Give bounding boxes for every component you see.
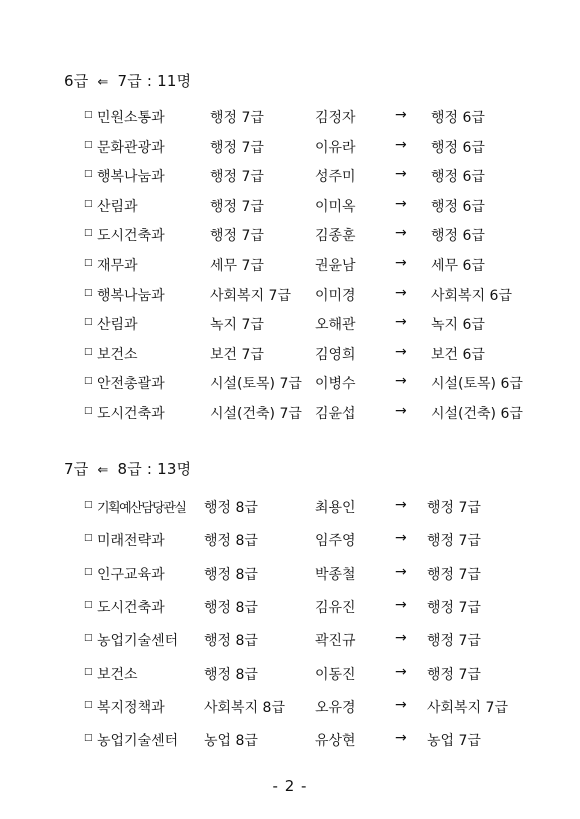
current-grade: 행정 7급 bbox=[210, 110, 264, 126]
target-grade: 6급 bbox=[64, 72, 89, 90]
employee-name: 성주미 bbox=[315, 169, 356, 185]
current-grade: 시설(건축) 7급 bbox=[210, 406, 302, 422]
bullet-icon: □ bbox=[84, 376, 93, 386]
new-grade: 행정 7급 bbox=[427, 533, 481, 549]
new-grade: 세무 6급 bbox=[431, 258, 485, 274]
current-grade: 행정 7급 bbox=[210, 199, 264, 215]
department: 도시건축과 bbox=[97, 406, 165, 422]
department: 보건소 bbox=[97, 347, 138, 363]
bullet-icon: □ bbox=[84, 567, 93, 577]
arrow-icon: → bbox=[395, 344, 407, 360]
arrow-icon: → bbox=[395, 403, 407, 419]
new-grade: 시설(토목) 6급 bbox=[431, 376, 523, 392]
bullet-icon: □ bbox=[84, 733, 93, 743]
arrow-icon: → bbox=[395, 285, 407, 301]
new-grade: 행정 6급 bbox=[431, 140, 485, 156]
current-grade: 사회복지 8급 bbox=[204, 700, 285, 716]
new-grade: 행정 6급 bbox=[431, 169, 485, 185]
current-grade: 보건 7급 bbox=[210, 347, 264, 363]
bullet-icon: □ bbox=[84, 347, 93, 357]
department: 산림과 bbox=[97, 199, 138, 215]
employee-name: 권윤남 bbox=[315, 258, 356, 274]
bullet-icon: □ bbox=[84, 633, 93, 643]
list-item bbox=[0, 564, 580, 586]
list-item bbox=[0, 137, 580, 159]
arrow-icon: → bbox=[395, 730, 407, 746]
arrow-icon: → bbox=[395, 564, 407, 580]
list-item bbox=[0, 730, 580, 752]
current-grade: 농업 8급 bbox=[204, 733, 258, 749]
employee-name: 유상현 bbox=[315, 733, 356, 749]
department: 농업기술센터 bbox=[97, 733, 179, 749]
arrow-icon: → bbox=[395, 497, 407, 513]
department: 인구교육과 bbox=[97, 567, 165, 583]
department: 보건소 bbox=[97, 667, 138, 683]
bullet-icon: □ bbox=[84, 169, 93, 179]
separator: : bbox=[146, 72, 153, 90]
arrow-icon: → bbox=[395, 107, 407, 123]
current-grade: 행정 8급 bbox=[204, 567, 258, 583]
list-item bbox=[0, 530, 580, 552]
bullet-icon: □ bbox=[84, 533, 93, 543]
list-item bbox=[0, 344, 580, 366]
employee-name: 임주영 bbox=[315, 533, 356, 549]
list-item bbox=[0, 373, 580, 395]
new-grade: 행정 7급 bbox=[427, 500, 481, 516]
bullet-icon: □ bbox=[84, 500, 93, 510]
department: 기획예산담당관실 bbox=[97, 501, 186, 516]
employee-name: 오해관 bbox=[315, 317, 356, 333]
promotion-count: 13명 bbox=[157, 460, 192, 478]
current-grade: 행정 7급 bbox=[210, 228, 264, 244]
new-grade: 행정 6급 bbox=[431, 110, 485, 126]
current-grade: 행정 7급 bbox=[210, 169, 264, 185]
department: 민원소통과 bbox=[97, 110, 165, 126]
department: 복지정책과 bbox=[97, 700, 165, 716]
current-grade: 세무 7급 bbox=[210, 258, 264, 274]
bullet-icon: □ bbox=[84, 600, 93, 610]
arrow-icon: → bbox=[395, 137, 407, 153]
new-grade: 농업 7급 bbox=[427, 733, 481, 749]
employee-name: 곽진규 bbox=[315, 633, 356, 649]
current-grade: 녹지 7급 bbox=[210, 317, 264, 333]
department: 도시건축과 bbox=[97, 600, 165, 616]
arrow-icon: → bbox=[395, 630, 407, 646]
list-item bbox=[0, 255, 580, 277]
current-grade: 행정 7급 bbox=[210, 140, 264, 156]
list-item bbox=[0, 630, 580, 652]
target-grade: 7급 bbox=[64, 460, 89, 478]
new-grade: 행정 6급 bbox=[431, 199, 485, 215]
bullet-icon: □ bbox=[84, 258, 93, 268]
promotion-arrow: ⇐ bbox=[97, 75, 109, 90]
department: 행복나눔과 bbox=[97, 288, 165, 304]
list-item bbox=[0, 225, 580, 247]
arrow-icon: → bbox=[395, 697, 407, 713]
new-grade: 보건 6급 bbox=[431, 347, 485, 363]
current-grade: 사회복지 7급 bbox=[210, 288, 291, 304]
list-item bbox=[0, 107, 580, 129]
list-item bbox=[0, 697, 580, 719]
new-grade: 행정 7급 bbox=[427, 633, 481, 649]
list-item bbox=[0, 664, 580, 686]
bullet-icon: □ bbox=[84, 667, 93, 677]
new-grade: 녹지 6급 bbox=[431, 317, 485, 333]
department: 미래전략과 bbox=[97, 533, 165, 549]
list-item bbox=[0, 196, 580, 218]
bullet-icon: □ bbox=[84, 288, 93, 298]
current-grade: 행정 8급 bbox=[204, 667, 258, 683]
department: 안전총괄과 bbox=[97, 376, 165, 392]
department: 문화관광과 bbox=[97, 140, 165, 156]
current-grade: 시설(토목) 7급 bbox=[210, 376, 302, 392]
list-item bbox=[0, 285, 580, 307]
bullet-icon: □ bbox=[84, 228, 93, 238]
arrow-icon: → bbox=[395, 664, 407, 680]
department: 재무과 bbox=[97, 258, 138, 274]
current-grade: 행정 8급 bbox=[204, 633, 258, 649]
new-grade: 행정 7급 bbox=[427, 667, 481, 683]
department: 행복나눔과 bbox=[97, 169, 165, 185]
new-grade: 행정 7급 bbox=[427, 567, 481, 583]
page-number: - 2 - bbox=[272, 777, 308, 795]
employee-name: 이유라 bbox=[315, 140, 356, 156]
department: 농업기술센터 bbox=[97, 633, 179, 649]
section-heading bbox=[64, 70, 191, 91]
new-grade: 시설(건축) 6급 bbox=[431, 406, 523, 422]
employee-name: 오유경 bbox=[315, 700, 356, 716]
current-grade: 행정 8급 bbox=[204, 533, 258, 549]
employee-name: 김종훈 bbox=[315, 228, 356, 244]
new-grade: 행정 6급 bbox=[431, 228, 485, 244]
list-item bbox=[0, 314, 580, 336]
promotion-count: 11명 bbox=[157, 72, 192, 90]
bullet-icon: □ bbox=[84, 140, 93, 150]
current-grade: 행정 8급 bbox=[204, 500, 258, 516]
arrow-icon: → bbox=[395, 225, 407, 241]
bullet-icon: □ bbox=[84, 700, 93, 710]
arrow-icon: → bbox=[395, 373, 407, 389]
employee-name: 이병수 bbox=[315, 376, 356, 392]
current-grade: 행정 8급 bbox=[204, 600, 258, 616]
employee-name: 최용인 bbox=[315, 500, 356, 516]
bullet-icon: □ bbox=[84, 406, 93, 416]
employee-name: 이미경 bbox=[315, 288, 356, 304]
new-grade: 사회복지 7급 bbox=[427, 700, 508, 716]
employee-name: 이미옥 bbox=[315, 199, 356, 215]
list-item bbox=[0, 403, 580, 425]
section-heading bbox=[64, 458, 191, 479]
arrow-icon: → bbox=[395, 166, 407, 182]
separator: : bbox=[146, 460, 153, 478]
arrow-icon: → bbox=[395, 597, 407, 613]
bullet-icon: □ bbox=[84, 110, 93, 120]
employee-name: 김유진 bbox=[315, 600, 356, 616]
source-grade: 7급 bbox=[117, 72, 142, 90]
bullet-icon: □ bbox=[84, 199, 93, 209]
arrow-icon: → bbox=[395, 314, 407, 330]
employee-name: 김영희 bbox=[315, 347, 356, 363]
new-grade: 행정 7급 bbox=[427, 600, 481, 616]
source-grade: 8급 bbox=[117, 460, 142, 478]
employee-name: 김정자 bbox=[315, 110, 356, 126]
arrow-icon: → bbox=[395, 196, 407, 212]
employee-name: 김윤섭 bbox=[315, 406, 356, 422]
employee-name: 이동진 bbox=[315, 667, 356, 683]
employee-name: 박종철 bbox=[315, 567, 356, 583]
department: 도시건축과 bbox=[97, 228, 165, 244]
list-item bbox=[0, 497, 580, 519]
arrow-icon: → bbox=[395, 255, 407, 271]
bullet-icon: □ bbox=[84, 317, 93, 327]
promotion-arrow: ⇐ bbox=[97, 463, 109, 478]
department: 산림과 bbox=[97, 317, 138, 333]
new-grade: 사회복지 6급 bbox=[431, 288, 512, 304]
arrow-icon: → bbox=[395, 530, 407, 546]
list-item bbox=[0, 166, 580, 188]
list-item bbox=[0, 597, 580, 619]
